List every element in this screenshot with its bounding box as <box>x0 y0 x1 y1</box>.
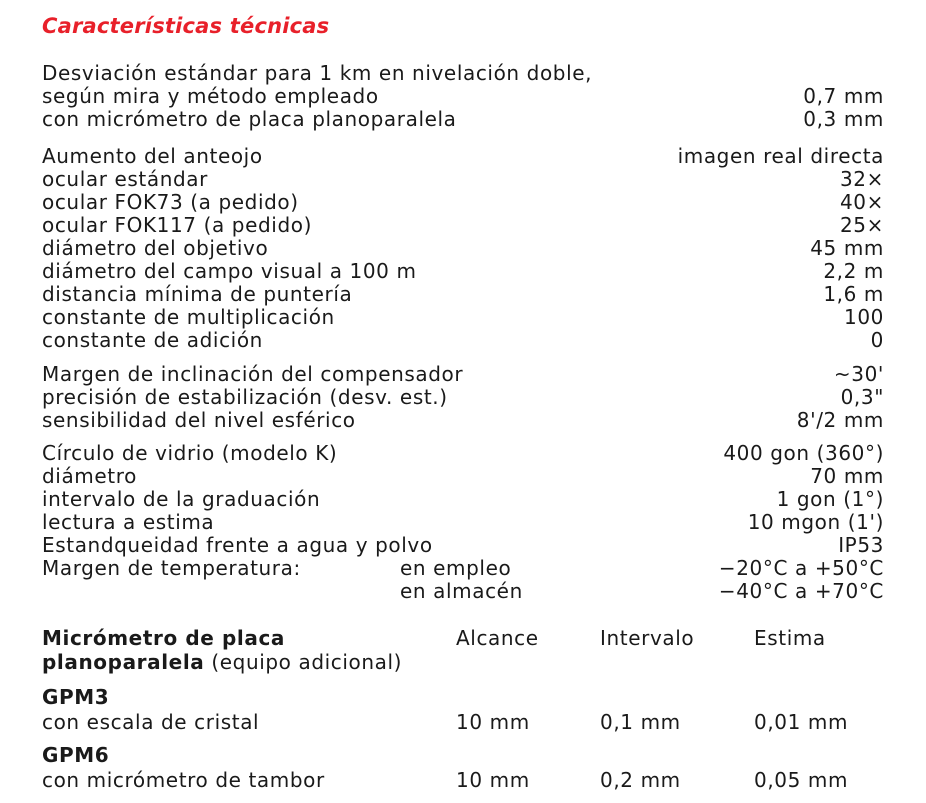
spec-label: sensibilidad del nivel esférico <box>42 408 356 432</box>
spec-row <box>42 85 884 108</box>
table-row <box>42 710 892 734</box>
spec-row <box>42 168 884 191</box>
spec-label: intervalo de la graduación <box>42 487 321 511</box>
spec-value: 0,7 mm <box>803 84 884 108</box>
micrometer-heading: Micrómetro de placa <box>42 626 286 650</box>
spec-label: Margen de inclinación del compensador <box>42 362 464 386</box>
spec-group-compensator <box>42 363 884 432</box>
spec-row <box>42 191 884 214</box>
table-row <box>42 768 892 792</box>
spec-row <box>42 465 884 488</box>
spec-value: 32× <box>839 167 884 191</box>
spec-label: según mira y método empleado <box>42 84 379 108</box>
spec-row <box>42 363 884 386</box>
spec-row <box>42 306 884 329</box>
model-name-row <box>42 684 892 710</box>
cell-alcance: 10 mm <box>456 768 530 792</box>
micrometer-header-row <box>42 626 892 650</box>
spec-value: 8'/2 mm <box>796 408 884 432</box>
temperature-use-value: −20°C a +50°C <box>718 556 884 580</box>
spec-label: precisión de estabilización (desv. est.) <box>42 385 448 409</box>
micrometer-heading-rest: (equipo adicional) <box>204 650 403 674</box>
micrometer-header-row-2 <box>42 650 892 674</box>
micrometer-table <box>42 626 892 792</box>
spec-value: 1,6 m <box>823 282 884 306</box>
model-name-row <box>42 742 892 768</box>
cell-estima: 0,01 mm <box>754 710 849 734</box>
spec-row <box>42 488 884 511</box>
spec-row <box>42 386 884 409</box>
spec-label: constante de adición <box>42 328 263 352</box>
column-header-intervalo: Intervalo <box>600 626 695 650</box>
temperature-labels <box>42 580 523 603</box>
spec-value: 0 <box>870 328 884 352</box>
spec-label: diámetro del campo visual a 100 m <box>42 259 417 283</box>
spec-row <box>42 145 884 168</box>
spec-group-telescope <box>42 145 884 352</box>
cell-intervalo: 0,1 mm <box>600 710 681 734</box>
spec-label: Círculo de vidrio (modelo K) <box>42 441 338 465</box>
spec-label: diámetro del objetivo <box>42 236 269 260</box>
micrometer-heading-bold: planoparalela <box>42 650 205 674</box>
spec-label: con micrómetro de placa planoparalela <box>42 107 457 131</box>
spec-row <box>42 534 884 557</box>
spec-group-accuracy <box>42 62 884 131</box>
spec-row <box>42 283 884 306</box>
column-header-estima: Estima <box>754 626 826 650</box>
temperature-storage-label: en almacén <box>400 579 523 603</box>
spec-value: imagen real directa <box>677 144 884 168</box>
temperature-label: Margen de temperatura: <box>42 556 301 580</box>
spec-value: IP53 <box>838 533 884 557</box>
spec-label: lectura a estima <box>42 510 215 534</box>
spec-label: distancia mínima de puntería <box>42 282 353 306</box>
temperature-row-storage <box>42 580 884 603</box>
spec-value: ~30' <box>833 362 884 386</box>
spec-label: constante de multiplicación <box>42 305 335 329</box>
spec-value: 10 mgon (1') <box>747 510 884 534</box>
cell-intervalo: 0,2 mm <box>600 768 681 792</box>
spec-label: Estandqueidad frente a agua y polvo <box>42 533 433 557</box>
spec-row <box>42 62 884 85</box>
temperature-row-use <box>42 557 884 580</box>
spec-label: ocular FOK73 (a pedido) <box>42 190 299 214</box>
model-description: con escala de cristal <box>42 710 260 734</box>
spec-value: 2,2 m <box>823 259 884 283</box>
spec-row <box>42 108 884 131</box>
spec-row <box>42 409 884 432</box>
column-header-alcance: Alcance <box>456 626 539 650</box>
spec-row <box>42 214 884 237</box>
spec-group-circle <box>42 442 884 603</box>
spec-value: 0,3 mm <box>803 107 884 131</box>
spec-value: 45 mm <box>810 236 884 260</box>
micrometer-heading-line2 <box>42 650 402 674</box>
spec-row <box>42 237 884 260</box>
model-name: GPM6 <box>42 743 110 767</box>
spec-value: 1 gon (1°) <box>776 487 884 511</box>
spec-label: ocular FOK117 (a pedido) <box>42 213 312 237</box>
temperature-storage-value: −40°C a +70°C <box>718 579 884 603</box>
spec-value: 400 gon (360°) <box>723 441 884 465</box>
section-title: Características técnicas <box>42 14 330 38</box>
spec-row <box>42 260 884 283</box>
spec-row <box>42 329 884 352</box>
spec-row <box>42 442 884 465</box>
temperature-labels <box>42 557 511 580</box>
model-description: con micrómetro de tambor <box>42 768 325 792</box>
spec-value: 25× <box>839 213 884 237</box>
spec-value: 40× <box>839 190 884 214</box>
cell-alcance: 10 mm <box>456 710 530 734</box>
spec-label: Aumento del anteojo <box>42 144 263 168</box>
spec-value: 70 mm <box>810 464 884 488</box>
model-name: GPM3 <box>42 685 110 709</box>
spec-label: Desviación estándar para 1 km en nivelación doble, <box>42 61 593 85</box>
spec-label: diámetro <box>42 464 137 488</box>
temperature-use-label: en empleo <box>400 556 512 580</box>
spec-label: ocular estándar <box>42 167 208 191</box>
spec-row <box>42 511 884 534</box>
cell-estima: 0,05 mm <box>754 768 849 792</box>
spec-value: 100 <box>844 305 884 329</box>
spec-value: 0,3" <box>840 385 884 409</box>
